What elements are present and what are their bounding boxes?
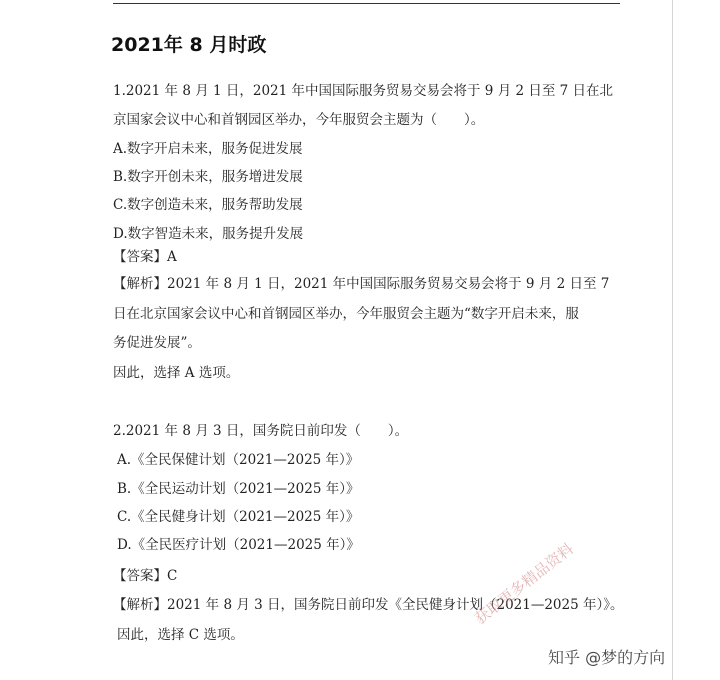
- q2-option-b: B.《全民运动计划（2021—2025 年）》: [117, 481, 360, 497]
- zhihu-credit: 知乎 @梦的方向: [548, 648, 666, 667]
- q2-option-d: D.《全民医疗计划（2021—2025 年）》: [117, 537, 360, 553]
- q2-answer: 【答案】C: [113, 568, 178, 584]
- page-top-rule: [113, 3, 620, 4]
- q1-analysis-line-3: 务促进发展”。: [113, 335, 201, 351]
- q1-analysis-line-1: 【解析】2021 年 8 月 1 日，2021 年中国国际服务贸易交易会将于 9 月 2 日至 7: [113, 276, 610, 292]
- q1-stem-line-1: 1.2021 年 8 月 1 日，2021 年中国国际服务贸易交易会将于 9 月 2 日至 7 日在北: [113, 83, 614, 99]
- q2-option-a: A.《全民保健计划（2021—2025 年）》: [117, 452, 360, 468]
- q1-option-c: C.数字创造未来，服务帮助发展: [113, 197, 303, 213]
- q1-option-a: A.数字开启未来，服务促进发展: [113, 141, 303, 157]
- q2-option-c: C.《全民健身计划（2021—2025 年）》: [117, 509, 360, 525]
- q2-conclusion: 因此，选择 C 选项。: [117, 627, 244, 643]
- q1-stem-line-2: 京国家会议中心和首钢园区举办，今年服贸会主题为（ ）。: [113, 112, 485, 128]
- q2-analysis: 【解析】2021 年 8 月 3 日，国务院日前印发《全民健身计划（2021—2025 年）》。: [113, 597, 624, 613]
- q1-answer: 【答案】A: [113, 249, 177, 265]
- q1-conclusion: 因此，选择 A 选项。: [113, 365, 240, 381]
- q1-option-b: B.数字开创未来，服务增进发展: [113, 169, 303, 185]
- q1-option-d: D.数字智造未来，服务提升发展: [113, 226, 304, 242]
- q1-analysis-line-2: 日在北京国家会议中心和首钢园区举办，今年服贸会主题为“数字开启未来，服: [113, 306, 579, 322]
- page-right-edge: [672, 0, 673, 680]
- q2-stem: 2.2021 年 8 月 3 日，国务院日前印发（ ）。: [113, 423, 409, 439]
- promo-watermark: 获取更多精品资料: [471, 539, 577, 628]
- document-title: 2021年 8 月时政: [111, 34, 267, 56]
